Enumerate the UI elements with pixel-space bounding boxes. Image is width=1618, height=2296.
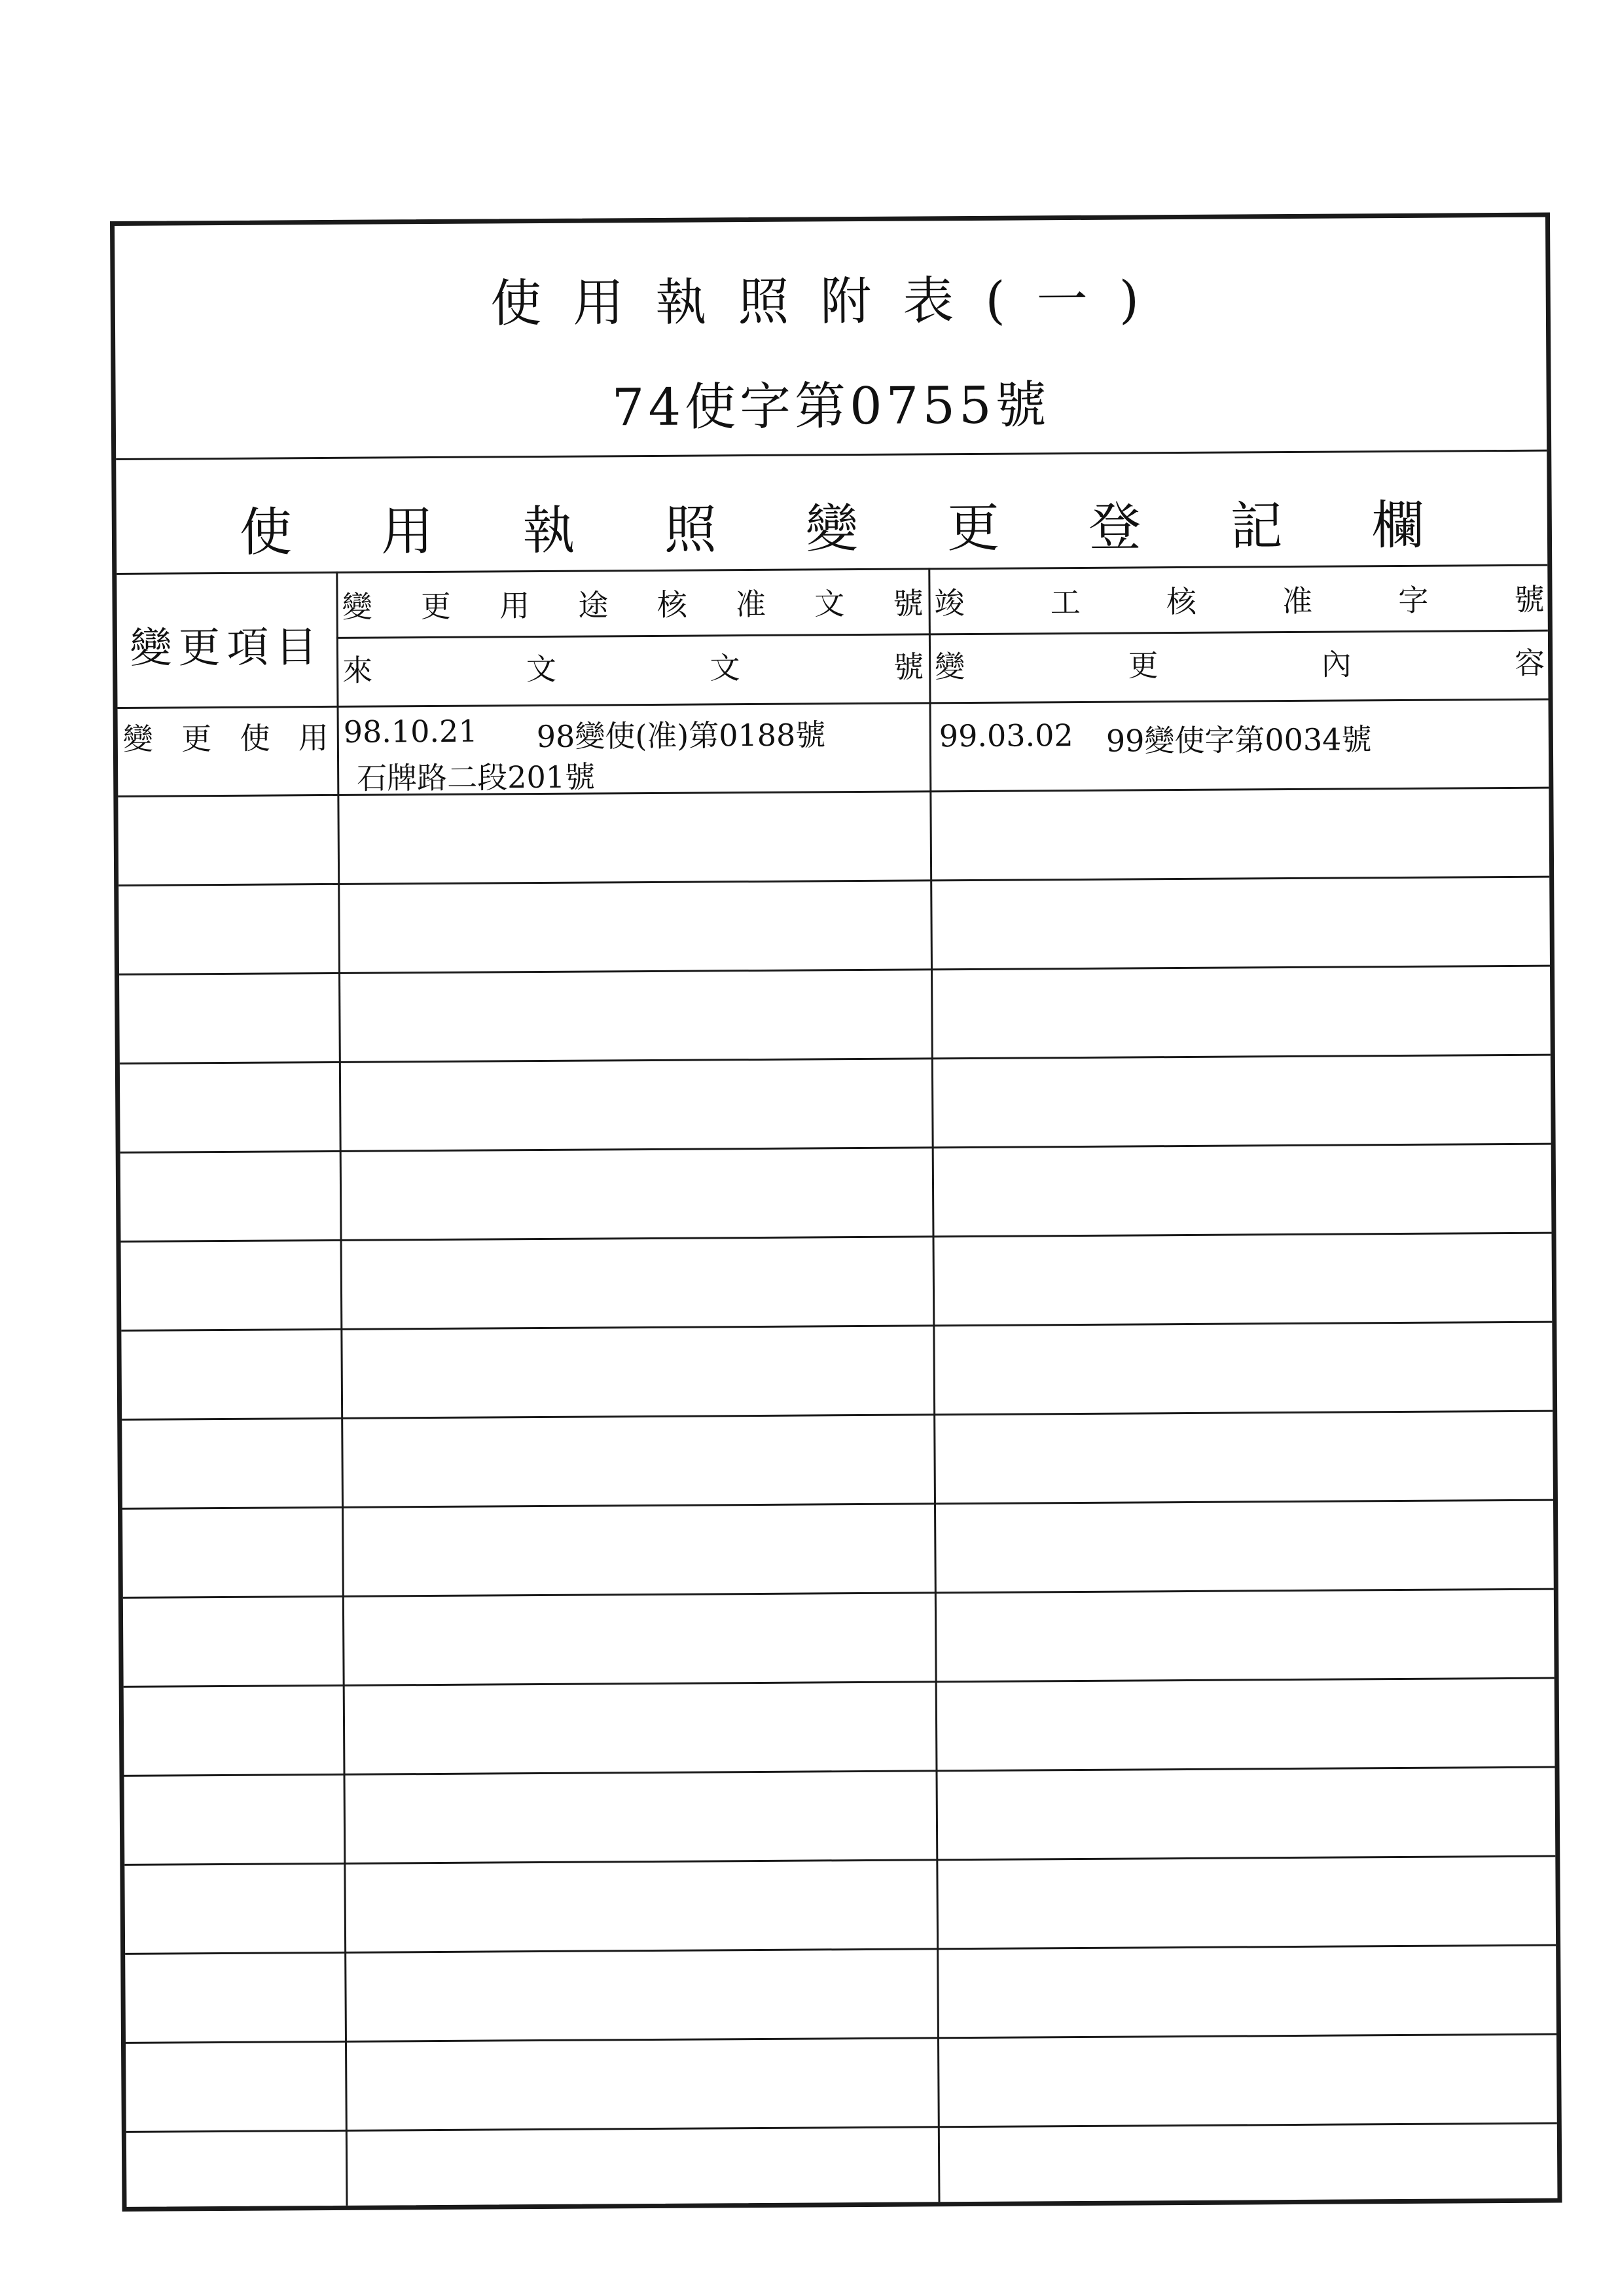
row-divider bbox=[126, 2123, 1557, 2133]
document-title: 使用執照附表(一) bbox=[490, 270, 1171, 334]
row-divider bbox=[118, 787, 1549, 797]
row-divider bbox=[121, 1321, 1552, 1332]
section-title-char: 用 bbox=[380, 500, 434, 562]
section-title-char: 執 bbox=[522, 500, 575, 562]
approval-doc-no: 98變使(准)第0188號 bbox=[536, 717, 826, 755]
section-title-char: 欄 bbox=[1371, 494, 1425, 556]
column-divider bbox=[336, 572, 348, 2206]
approval-date: 98.10.21 bbox=[343, 713, 478, 750]
header-approval-doc-no: 變 更 用 途 核 准 文 號 bbox=[342, 585, 924, 625]
divider bbox=[116, 450, 1547, 460]
section-title-char: 更 bbox=[946, 497, 1000, 559]
row-divider bbox=[124, 1766, 1555, 1777]
completion-no: 99變使字第0034號 bbox=[1106, 721, 1372, 759]
section-title-char: 照 bbox=[664, 499, 717, 560]
header-change-item: 變更項目 bbox=[130, 623, 324, 673]
row-divider bbox=[124, 1677, 1555, 1688]
row-divider bbox=[120, 1143, 1551, 1154]
header-incoming-doc-no: 來 文 文 號 bbox=[342, 649, 924, 688]
section-title-char: 登 bbox=[1088, 496, 1142, 558]
divider bbox=[117, 564, 1547, 575]
row-divider bbox=[119, 965, 1550, 975]
address: 石牌路二段201號 bbox=[357, 759, 596, 796]
row-divider bbox=[122, 1499, 1553, 1510]
row-divider bbox=[124, 1855, 1555, 1866]
row-divider bbox=[120, 1054, 1551, 1065]
section-title-char: 記 bbox=[1230, 496, 1283, 557]
row-divider bbox=[118, 876, 1549, 886]
divider bbox=[336, 630, 1548, 639]
row-divider bbox=[126, 2033, 1556, 2044]
completion-date: 99.03.02 bbox=[939, 718, 1073, 754]
row-divider bbox=[122, 1410, 1553, 1421]
section-title-char: 變 bbox=[805, 498, 859, 560]
header-completion-no: 竣 工 核 准 字 號 bbox=[934, 581, 1545, 621]
license-number: 74使字第0755號 bbox=[611, 376, 1051, 438]
column-divider bbox=[928, 568, 940, 2202]
header-change-content: 變 更 內 容 bbox=[935, 645, 1545, 685]
license-appendix-frame bbox=[110, 213, 1562, 2212]
section-title bbox=[117, 483, 1548, 566]
row-divider bbox=[125, 1944, 1556, 1955]
row-divider bbox=[121, 1232, 1552, 1243]
row-item: 變 更 使 用 bbox=[122, 720, 329, 757]
section-title-char: 使 bbox=[239, 501, 293, 563]
row-divider bbox=[123, 1588, 1554, 1599]
